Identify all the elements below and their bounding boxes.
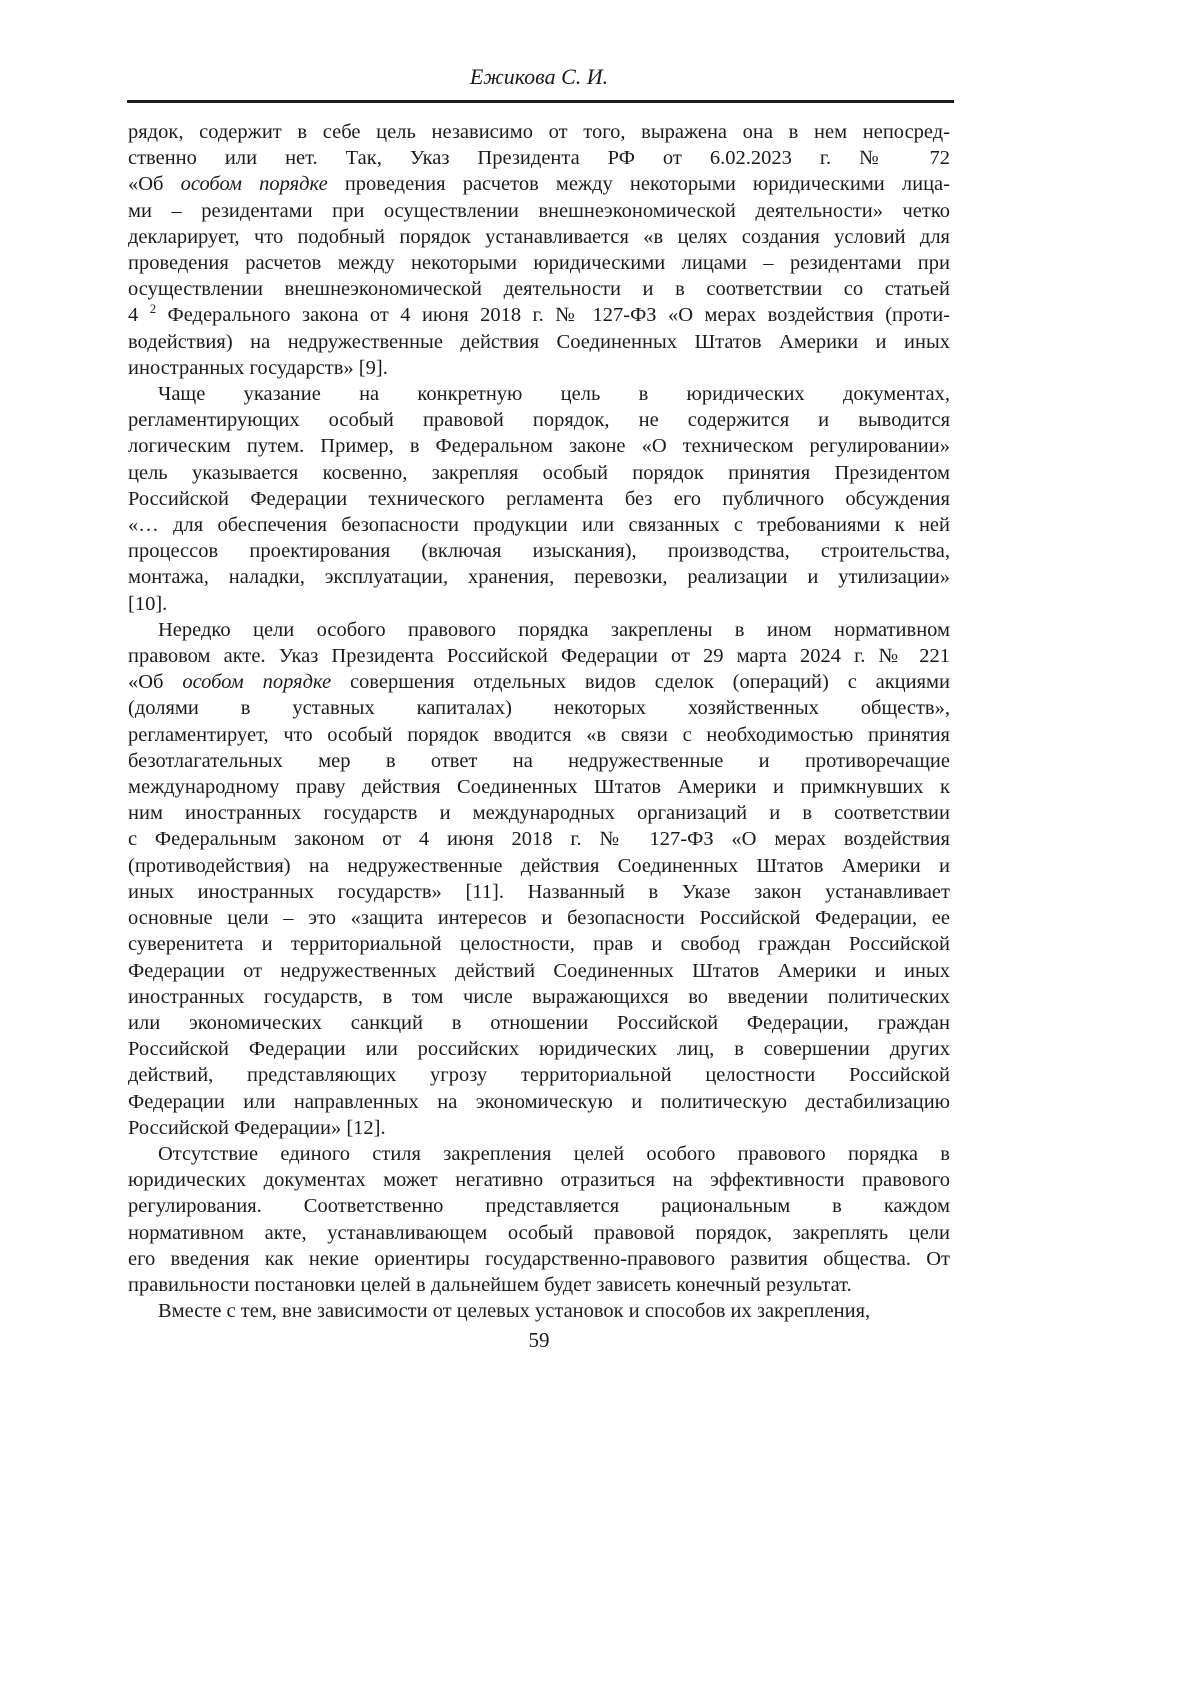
text-line (128, 224, 950, 250)
body-text: ним иностранных государств и международных организаций и в соответствии (128, 802, 950, 825)
text-line (128, 460, 950, 486)
text-line (128, 1220, 950, 1246)
text-line (128, 276, 950, 302)
body-text: правовом акте. Указ Президента Российской Федерации от 29 марта 2024 г. № 221 (128, 645, 950, 668)
header-rule (127, 100, 954, 103)
body-text: декларирует, что подобный порядок устанавливается «в целях создания условий для (128, 225, 950, 248)
body-text: 4 (128, 304, 150, 327)
text-line (128, 198, 950, 224)
body-text: «Об (128, 173, 181, 196)
body-text: с Федеральным законом от 4 июня 2018 г. № 127-ФЗ «О мерах воздействия (128, 828, 950, 851)
body-text: Чаще указание на конкретную цель в юридических документах, (158, 383, 950, 406)
italic-text: особом порядке (182, 671, 332, 694)
body-text: регламентирующих особый правовой порядок, не содержится и выводится (128, 409, 950, 432)
body-text: Нередко цели особого правового порядка закреплены в ином нормативном (158, 618, 950, 641)
text-line (128, 748, 950, 774)
body-text: Российской Федерации» [12]. (128, 1116, 386, 1139)
text-line (128, 617, 950, 643)
body-text: проведения расчетов между некоторыми юридическими лицами – резидентами при (128, 252, 950, 275)
body-text: суверенитета и территориальной целостности, прав и свобод граждан Российской (128, 933, 950, 956)
body-text: логическим путем. Пример, в Федеральном законе «О техническом регулировании» (128, 435, 950, 458)
text-line (128, 1167, 950, 1193)
body-text: проведения расчетов между некоторыми юридическими лица- (327, 173, 950, 196)
text-line (128, 879, 950, 905)
body-text: Федерального закона от 4 июня 2018 г. № 127-ФЗ «О мерах воздействия (проти- (156, 304, 951, 327)
paragraph (128, 1141, 950, 1298)
text-line (128, 564, 950, 590)
text-line (128, 722, 950, 748)
body-text: цель указывается косвенно, закрепляя особый порядок принятия Президентом (128, 461, 950, 484)
body-text: Российской Федерации технического регламента без его публичного обсуждения (128, 487, 950, 510)
body-text: иных иностранных государств» [11]. Названный в Указе закон устанавливает (128, 880, 950, 903)
body-text: (противодействия) на недружественные действия Соединенных Штатов Америки и (128, 854, 950, 877)
body-text: международному праву действия Соединенных Штатов Америки и примкнувших к (128, 776, 950, 799)
text-line (128, 302, 950, 328)
text-line (128, 1272, 950, 1298)
text-line (128, 669, 950, 695)
paragraph (128, 617, 950, 1141)
body-text: основные цели – это «защита интересов и безопасности Российской Федерации, ее (128, 907, 950, 930)
body-text: иностранных государств, в том числе выражающихся во введении политических (128, 985, 950, 1008)
body-text: процессов проектирования (включая изыскания), производства, строительства, (128, 540, 950, 563)
text-line (128, 1246, 950, 1272)
body-text: совершения отдельных видов сделок (операций) с акциями (331, 671, 950, 694)
body-text: нормативном акте, устанавливающем особый правовой порядок, закреплять цели (128, 1221, 950, 1244)
italic-text: особом порядке (180, 173, 328, 196)
text-line (128, 800, 950, 826)
text-line (128, 119, 950, 145)
paragraph (128, 1298, 950, 1324)
body-text: иностранных государств» [9]. (128, 356, 388, 379)
text-line (128, 984, 950, 1010)
text-line (128, 1089, 950, 1115)
text-line (128, 1010, 950, 1036)
body-text: [10]. (128, 592, 168, 615)
text-line (128, 171, 950, 197)
body-text: «… для обеспечения безопасности продукции или связанных с требованиями к ней (128, 514, 950, 537)
text-line (128, 591, 950, 617)
body-text: Вместе с тем, вне зависимости от целевых установок и способов их закрепления, (158, 1300, 871, 1323)
text-line (128, 407, 950, 433)
body-text: регламентирует, что особый порядок вводится «в связи с необходимостью принятия (128, 723, 950, 746)
body-text: водействия) на недружественные действия Соединенных Штатов Америки и иных (128, 330, 950, 353)
text-line (128, 1115, 950, 1141)
article-body (128, 119, 950, 1324)
body-text: его введения как некие ориентиры государственно-правового развития общества. От (128, 1247, 950, 1270)
body-text: действий, представляющих угрозу территориальной целостности Российской (128, 1064, 950, 1087)
text-line (128, 355, 950, 381)
text-line (128, 905, 950, 931)
body-text: Федерации от недружественных действий Соединенных Штатов Америки и иных (128, 959, 950, 982)
text-line (128, 145, 950, 171)
text-line (128, 1298, 950, 1324)
text-line (128, 250, 950, 276)
text-line (128, 433, 950, 459)
body-text: или экономических санкций в отношении Российской Федерации, граждан (128, 1011, 950, 1034)
paragraph (128, 381, 950, 617)
text-line (128, 512, 950, 538)
body-text: Федерации или направленных на экономическую и политическую дестабилизацию (128, 1090, 950, 1113)
page-number: 59 (528, 1328, 550, 1352)
superscript-text: 2 (149, 302, 157, 317)
body-text: Российской Федерации или российских юридических лиц, в совершении других (128, 1038, 950, 1061)
text-line (128, 643, 950, 669)
text-line (128, 1141, 950, 1167)
body-text: регулирования. Соответственно представляется рациональным в каждом (128, 1195, 950, 1218)
body-text: (долями в уставных капиталах) некоторых хозяйственных обществ», (128, 697, 950, 720)
text-line (128, 695, 950, 721)
text-line (128, 381, 950, 407)
text-line (128, 1062, 950, 1088)
body-text: ми – резидентами при осуществлении внешнеэкономической деятельности» четко (128, 199, 950, 222)
text-line (128, 958, 950, 984)
text-line (128, 538, 950, 564)
body-text: правильности постановки целей в дальнейшем будет зависеть конечный результат. (128, 1273, 852, 1296)
body-text: Отсутствие единого стиля закрепления целей особого правового порядка в (158, 1142, 950, 1165)
text-line (128, 1193, 950, 1219)
text-line (128, 774, 950, 800)
text-line (128, 826, 950, 852)
body-text: рядок, содержит в себе цель независимо от того, выражена она в нем непосред- (128, 121, 950, 143)
body-text: осуществлении внешнеэкономической деятельности и в соответствии со статьей (128, 278, 950, 301)
text-line (128, 329, 950, 355)
running-head-author: Ежикова С. И. (469, 64, 609, 89)
body-text: ственно или нет. Так, Указ Президента РФ от 6.02.2023 г. № 72 (128, 147, 950, 170)
body-text: безотлагательных мер в ответ на недружественные и противоречащие (128, 749, 950, 772)
text-line (128, 853, 950, 879)
body-text: юридических документах может негативно отразиться на эффективности правового (128, 1169, 950, 1192)
paragraph (128, 119, 950, 381)
body-text: «Об (128, 671, 183, 694)
text-line (128, 931, 950, 957)
text-line (128, 486, 950, 512)
text-line (128, 1036, 950, 1062)
body-text: монтажа, наладки, эксплуатации, хранения, перевозки, реализации и утилизации» (128, 566, 950, 589)
